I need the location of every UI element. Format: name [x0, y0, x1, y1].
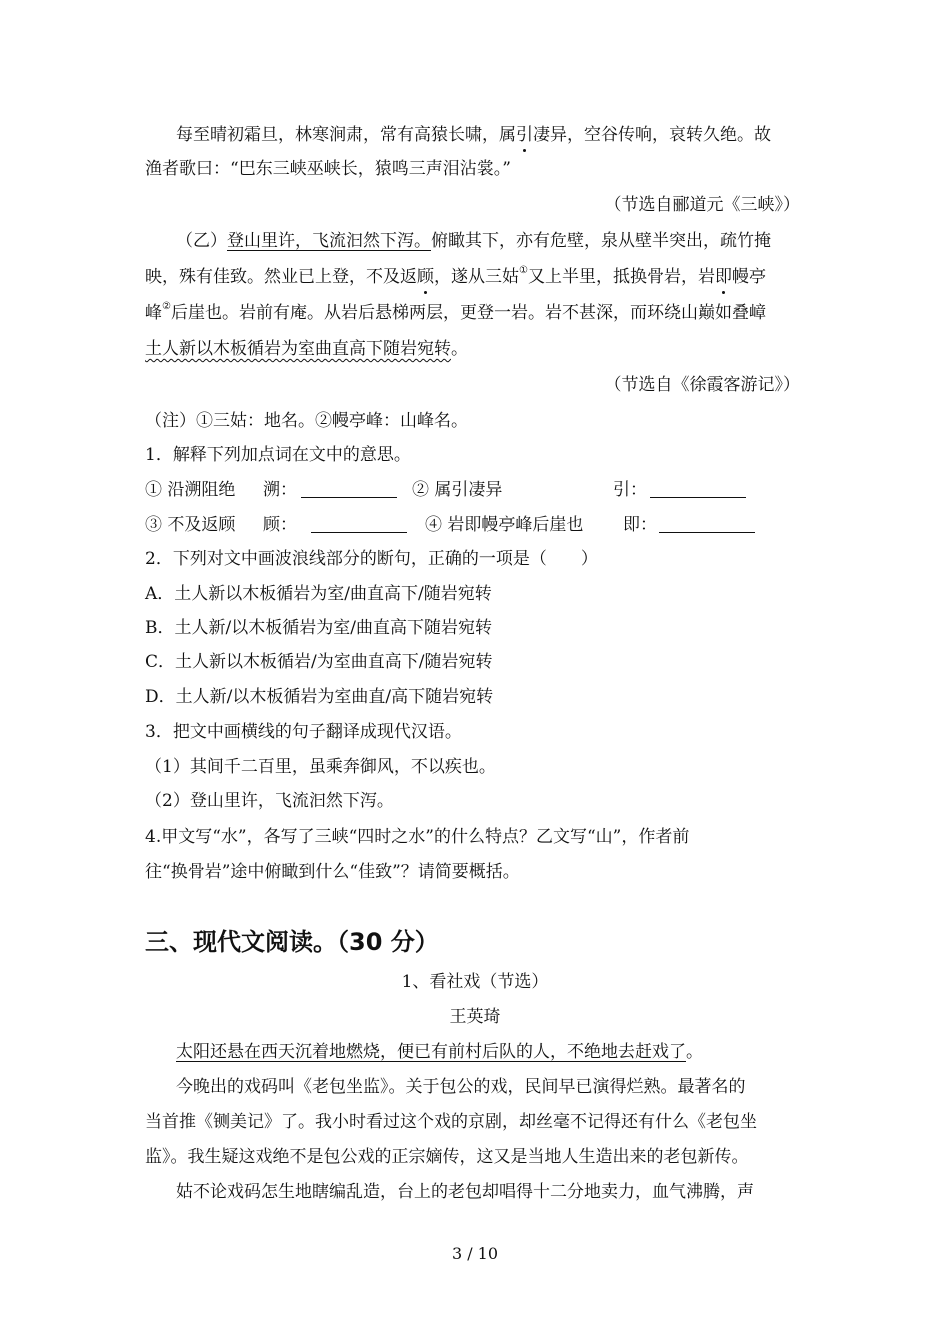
question-2-option-c[interactable]: C．土人新以木板循岩/为室曲直高下/随岩宛转	[145, 652, 493, 672]
passage-a-line-1: 每至晴初霜旦，林寒涧肃，常有高猿长啸，属引凄异，空谷传响，哀转久绝。故	[176, 125, 771, 145]
article-title: 1、看社戏（节选）	[401, 972, 549, 992]
passage-a-line-2: 渔者歌曰：“巴东三峡巫峡长，猿鸣三声泪沾裳。”	[145, 159, 511, 179]
footnote-marker: ①	[519, 265, 528, 276]
article-paragraph-3-line-1: 姑不论戏码怎生地瞎编乱造，台上的老包却唱得十二分地卖力，血气沸腾，声	[176, 1182, 754, 1202]
passage-b-source: （节选自《徐霞客游记》）	[604, 375, 800, 395]
passage-b-line-2: 映，殊有佳致。然业已上登，不及返顾，遂从三姑①又上半里，抵换骨岩，岩即幔亭	[145, 265, 766, 287]
answer-blank[interactable]	[659, 518, 755, 533]
section-3-heading: 三、现代文阅读。（30 分）	[145, 928, 439, 956]
page-number: 3 / 10	[451, 1244, 499, 1263]
underlined-sentence: 太阳还悬在西天沉着地燃烧，便已有前村后队的人，不绝地去赶戏了	[176, 1042, 686, 1062]
article-paragraph-2-line-2: 当首推《铡美记》了。我小时看过这个戏的京剧，却丝毫不记得还有什么《老包坐	[145, 1112, 757, 1132]
document-page: 每至晴初霜旦，林寒涧肃，常有高猿长啸，属引凄异，空谷传响，哀转久绝。故 渔者歌曰：“巴东三峡巫峡长，猿鸣三声泪沾裳。” （节选自郦道元《三峡》） （乙）登山里许，飞流汩然下泻。俯瞰其下，亦有危壁，泉从壁半突出，疏竹掩 映，殊有佳致。然业已上登，不及返顾，遂从三姑①又上半里，抵换骨岩，岩即幔亭 峰②后崖也。岩前有庵。从岩后悬梯两层，更登一岩。岩不甚深，而环绕山巅如叠嶂 土人新以木板循岩为室曲直高下随岩宛转。 （节选自《徐霞客游记》） （注）①三姑：地名。②幔亭峰：山峰名。 1．解释下列加点词在文中的意思。 ① 沿溯阻绝 溯： ② 属引凄异 引： ③ 不及返顾 顾： ④ 岩即幔亭峰后崖也 即： 2．下列对文中画波浪线部分的断句，正确的一项是（ ） A．土人新以木板循岩为室/曲直高下/随岩宛转 B．土人新/以木板循岩为室/曲直高下随岩宛转 C．土人新以木板循岩/为室曲直高下/随岩宛转 D．土人新/以木板循岩为室曲直/高下随岩宛转 3．把文中画横线的句子翻译成现代汉语。 （1）其间千二百里，虽乘奔御风，不以疾也。 （2）登山里许，飞流汩然下泻。 4.甲文写“水”，各写了三峡“四时之水”的什么特点？乙文写“山”，作者前 往“换骨岩”途中俯瞰到什么“佳致”？请简要概括。 三、现代文阅读。（30 分） 1、看社戏（节选） 王英琦 太阳还悬在西天沉着地燃烧，便已有前村后队的人，不绝地去赶戏了。 今晚出的戏码叫《老包坐监》。关于包公的戏，民间早已演得烂熟。最著名的 当首推《铡美记》了。我小时看过这个戏的京剧，却丝毫不记得还有什么《老包坐 监》。我生疑这戏绝不是包公戏的正宗嫡传，这又是当地人生造出来的老包新传。 姑不论戏码怎生地瞎编乱造，台上的老包却唱得十二分地卖力，血气沸腾，声 3 / 10	[0, 0, 950, 1344]
question-4-line-1: 4.甲文写“水”，各写了三峡“四时之水”的什么特点？乙文写“山”，作者前	[145, 827, 690, 847]
passage-b-line-3: 峰②后崖也。岩前有庵。从岩后悬梯两层，更登一岩。岩不甚深，而环绕山巅如叠嶂	[145, 301, 766, 323]
question-1-stem: 1．解释下列加点词在文中的意思。	[145, 445, 411, 465]
answer-blank[interactable]	[650, 483, 746, 498]
question-3-sentence-1: （1）其间千二百里，虽乘奔御风，不以疾也。	[145, 757, 496, 777]
notes: （注）①三姑：地名。②幔亭峰：山峰名。	[145, 411, 468, 431]
article-paragraph-2-line-3: 监》。我生疑这戏绝不是包公戏的正宗嫡传，这又是当地人生造出来的老包新传。	[145, 1147, 749, 1167]
answer-blank[interactable]	[311, 518, 407, 533]
article-author: 王英琦	[449, 1007, 501, 1027]
question-3-sentence-2: （2）登山里许，飞流汩然下泻。	[145, 791, 394, 811]
question-4-line-2: 往“换骨岩”途中俯瞰到什么“佳致”？请简要概括。	[145, 862, 520, 882]
passage-a-source: （节选自郦道元《三峡》）	[604, 195, 800, 215]
question-2-option-b[interactable]: B．土人新/以木板循岩为室/曲直高下随岩宛转	[145, 618, 492, 638]
question-2-stem: 2．下列对文中画波浪线部分的断句，正确的一项是（ ）	[145, 549, 598, 569]
passage-b-line-4: 土人新以木板循岩为室曲直高下随岩宛转。	[145, 339, 468, 359]
passage-b-line-1: （乙）登山里许，飞流汩然下泻。俯瞰其下，亦有危壁，泉从壁半突出，疏竹掩	[176, 231, 771, 251]
dotted-word: 即	[714, 267, 732, 287]
underlined-sentence: 登山里许，飞流汩然下泻。	[227, 231, 431, 251]
question-2-option-d[interactable]: D．土人新/以木板循岩为室曲直/高下随岩宛转	[145, 687, 494, 707]
dotted-word: 引	[516, 125, 533, 145]
article-paragraph-1: 太阳还悬在西天沉着地燃烧，便已有前村后队的人，不绝地去赶戏了。	[176, 1042, 703, 1062]
answer-blank[interactable]	[301, 483, 397, 498]
dotted-word: 顾	[417, 267, 434, 287]
article-paragraph-2-line-1: 今晚出的戏码叫《老包坐监》。关于包公的戏，民间早已演得烂熟。最著名的	[176, 1077, 746, 1097]
wavy-underlined-sentence: 土人新以木板循岩为室曲直高下随岩宛转	[145, 339, 451, 359]
question-3-stem: 3．把文中画横线的句子翻译成现代汉语。	[145, 722, 462, 742]
question-2-option-a[interactable]: A．土人新以木板循岩为室/曲直高下/随岩宛转	[145, 584, 492, 604]
footnote-marker: ②	[162, 301, 171, 312]
